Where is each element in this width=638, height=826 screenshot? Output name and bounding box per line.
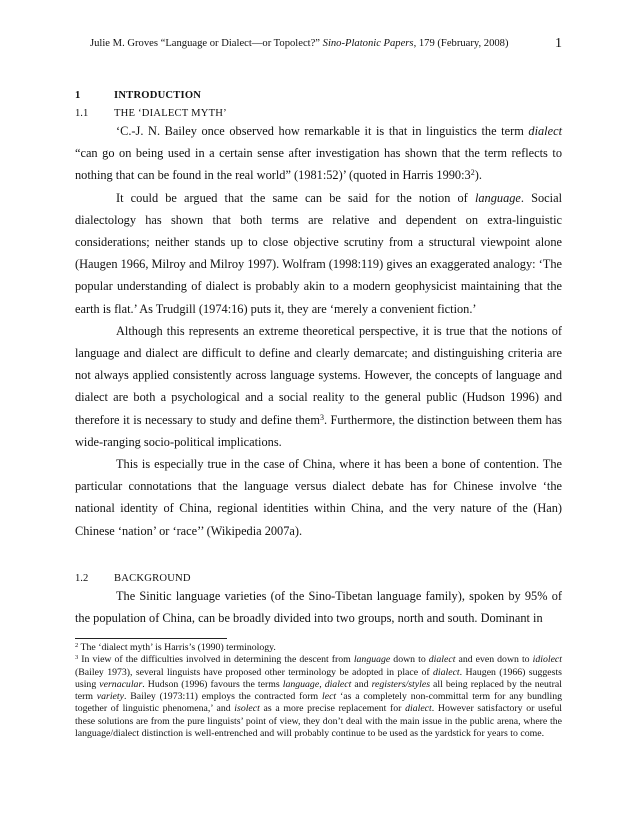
subsection-title: THE ‘DIALECT MYTH’ bbox=[114, 108, 227, 119]
paragraph-2: It could be argued that the same can be said for the notion of language. Social dialectology has shown that both terms are relative and dependent on extra-linguistic considerations; neither stands up to close objective scrutiny from a structural viewpoint alone (Haugen 1966, Milroy and Milroy 1997). Wolfram (1998:119) gives an exaggerated analogy: ‘The popular understanding of dialect is probably akin to a modern geophysicist maintaining that the earth is flat.’ As Trudgill (1974:16) puts it, they are ‘merely a convenient fiction.’ bbox=[75, 190, 562, 316]
subsection-title: BACKGROUND bbox=[114, 572, 191, 584]
footnote-3: $^3$ In view of the difficulties involved in determining the descent from language down to dialect and even down to idiolect (Bailey 1973), several linguists have proposed other terminology be adopted in place of dialect. Haugen (1966) suggests using vernacular. Hudson (1996) favours the terms language, dialect and registers/styles all being replaced by the neutral term variety. Bailey (1973:11) employs the contracted form lect ‘as a completely non-committal term for any bundling together of linguistic phenomena,’ and isolect as a more precise replacement for dialect. However satisfactory or useful these solutions are from the pure linguists’ point of view, they don’t deal with the main issue in the public arena, where the language/dialect distinction is well-entrenched and will probably continue to be used as the yardstick for years to come. bbox=[75, 654, 562, 740]
section-heading-introduction bbox=[75, 89, 562, 102]
page-number: 1 bbox=[555, 36, 562, 51]
subsection-heading-dialect-myth bbox=[75, 107, 562, 120]
footnote-2: $^2$ The ‘dialect myth’ is Harris’s (1990) terminology. bbox=[75, 642, 276, 653]
running-head: Julie M. Groves “Language or Dialect—or Topolect?” Sino-Platonic Papers, 179 (February, 2008) bbox=[90, 38, 509, 49]
footnote-ref-3[interactable]: 3 bbox=[319, 412, 324, 422]
footnote-ref-2[interactable]: 2 bbox=[470, 168, 475, 178]
footnote-separator bbox=[75, 638, 227, 639]
subsection-number: 1.2 bbox=[75, 572, 89, 584]
paragraph-4: This is especially true in the case of China, where it has been a bone of contention. The particular connotations that the language versus dialect debate has for Chinese involve ‘the national identity of China, regional identities within China, and the very nature of the (Han) Chinese ‘nation’ or ‘race’’ (Wikipedia 2007a). bbox=[75, 457, 562, 538]
subsection-heading-background bbox=[75, 572, 562, 585]
paragraph-1: ‘C.-J. N. Bailey once observed how remarkable it is that in linguistics the term dialect “can go on being used in a certain sense after investigation has shown that the term reflects to nothing that can be found in the real world” (1981:52)’ (quoted in Harris $1990:3^2$). bbox=[75, 124, 562, 183]
section-number: 1 bbox=[75, 90, 81, 101]
section-title: INTRODUCTION bbox=[114, 90, 202, 101]
main-text bbox=[75, 89, 562, 629]
footnotes bbox=[75, 642, 562, 740]
paragraph-3: Although this represents an extreme theoretical perspective, it is true that the notions of language and dialect are difficult to define and clearly demarcate; and distinguishing criteria are not always applied consistently across language systems. However, the concepts of language and dialect are both a psychological and a social reality to the general public (Hudson 1996) and therefore it is necessary to study and define them$^3$. Furthermore, the distinction between them has wide-ranging socio-political implications. bbox=[75, 323, 562, 449]
subsection-number: 1.1 bbox=[75, 108, 89, 119]
paragraph-5: The Sinitic language varieties (of the Sino-Tibetan language family), spoken by 95% of the population of China, can be broadly divided into two groups, north and south. Dominant in bbox=[75, 588, 562, 626]
